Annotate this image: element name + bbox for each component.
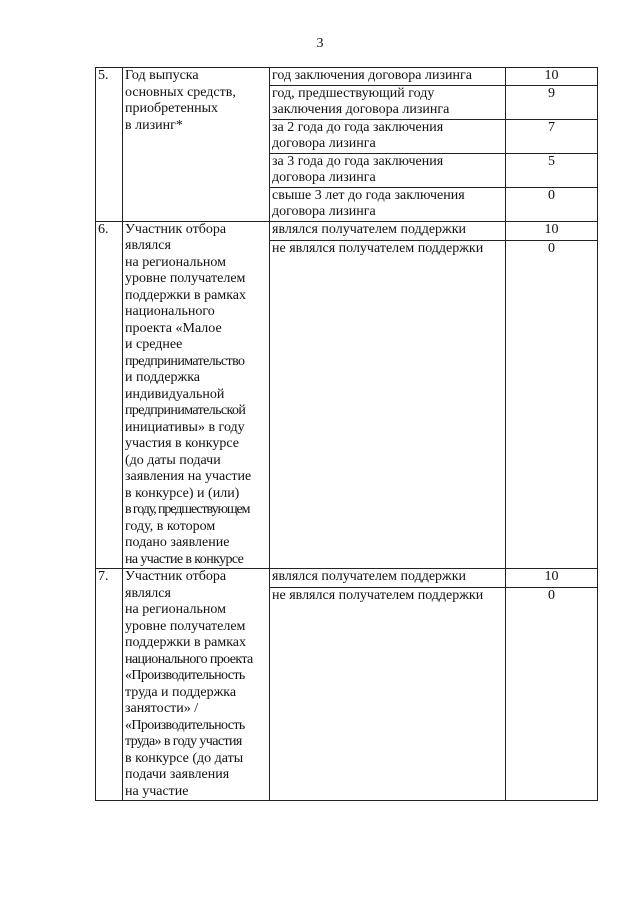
option-cell	[270, 153, 506, 187]
criterion-line: являлся	[125, 238, 171, 253]
criterion-line: на участие в конкурсе	[125, 551, 244, 567]
option-line: не являлся получателем поддержки	[272, 588, 484, 603]
table-row	[96, 569, 598, 588]
option-line: договора лизинга	[272, 136, 376, 151]
score-cell: 5	[506, 153, 598, 187]
criterion-line: (до даты подачи	[125, 452, 221, 468]
option-line: договора лизинга	[272, 204, 376, 219]
criterion-line: проекта «Малое	[125, 320, 222, 336]
criterion-line: труда и поддержка	[125, 684, 237, 700]
criterion-line: участия в конкурсе	[125, 436, 239, 451]
criterion-line: занятости» /	[125, 701, 199, 716]
option-cell	[270, 85, 506, 119]
criterion-line: поддержки в рамках	[125, 635, 247, 650]
criterion-line: подачи заявления	[125, 767, 230, 782]
row-number: 5.	[96, 68, 123, 222]
row-number: 7.	[96, 569, 123, 801]
criterion-line: в году, предшествующем	[125, 502, 250, 517]
criteria-table	[95, 67, 598, 801]
option-line: являлся получателем поддержки	[272, 569, 467, 584]
criterion-line: и среднее	[125, 337, 183, 352]
criterion-line: в лизинг*	[125, 117, 183, 133]
criterion-line: «Производительность	[125, 668, 245, 683]
criterion-line: подано заявление	[125, 535, 230, 550]
criterion-line: Участник отбора	[125, 221, 227, 237]
table-row	[96, 221, 598, 241]
criterion-line: Участник отбора	[125, 569, 227, 584]
option-line: свыше 3 лет до года заключения	[272, 187, 465, 203]
criterion-line: инициативы» в году	[125, 419, 245, 435]
criterion-line: приобретенных	[125, 101, 219, 116]
option-cell	[270, 119, 506, 153]
option-cell	[270, 241, 506, 569]
criterion-line: предпринимательской	[125, 403, 246, 418]
criterion-line: предпринимательство	[125, 353, 245, 369]
option-cell	[270, 221, 506, 241]
option-line: за 2 года до года заключения	[272, 119, 444, 135]
option-line: заключения договора лизинга	[272, 102, 450, 117]
criterion-line: труда» в году участия	[125, 734, 242, 749]
criterion-line: поддержки в рамках	[125, 287, 247, 303]
criterion-line: на участие	[125, 783, 189, 799]
score-cell: 0	[506, 187, 598, 221]
option-line: договора лизинга	[272, 170, 376, 185]
criterion-line: национального проекта	[125, 651, 253, 667]
criterion-cell	[123, 68, 270, 222]
table-row	[96, 68, 598, 86]
criterion-line: уровне получателем	[125, 271, 246, 286]
page-number: 3	[316, 36, 324, 51]
criterion-line: являлся	[125, 585, 171, 601]
option-cell	[270, 68, 506, 86]
option-line: являлся получателем поддержки	[272, 221, 467, 237]
criterion-line: в конкурсе (до даты	[125, 750, 244, 766]
criterion-line: заявления на участие	[125, 469, 252, 484]
score-cell: 10	[506, 221, 598, 241]
criterion-line: уровне получателем	[125, 618, 246, 634]
score-cell: 0	[506, 241, 598, 569]
option-cell	[270, 187, 506, 221]
criterion-line: году, в котором	[125, 518, 216, 534]
criterion-line: Год выпуска	[125, 68, 199, 83]
row-number: 6.	[96, 221, 123, 569]
option-line: год заключения договора лизинга	[272, 68, 472, 83]
criterion-cell	[123, 221, 270, 569]
criterion-line: и поддержка	[125, 370, 201, 385]
score-cell: 0	[506, 588, 598, 801]
option-line: за 3 года до года заключения	[272, 153, 444, 169]
option-cell	[270, 588, 506, 801]
criterion-line: на региональном	[125, 602, 226, 617]
score-cell: 10	[506, 569, 598, 588]
criterion-cell	[123, 569, 270, 801]
score-cell: 7	[506, 119, 598, 153]
option-line: год, предшествующий году	[272, 85, 435, 101]
criterion-line: «Производительность	[125, 717, 245, 733]
option-line: не являлся получателем поддержки	[272, 241, 484, 256]
criterion-line: в конкурсе) и (или)	[125, 485, 240, 501]
score-cell: 10	[506, 68, 598, 86]
criterion-line: на региональном	[125, 254, 226, 270]
criterion-line: национального	[125, 304, 215, 319]
criterion-line: индивидуальной	[125, 386, 225, 402]
criterion-line: основных средств,	[125, 84, 236, 100]
option-cell	[270, 569, 506, 588]
score-cell: 9	[506, 85, 598, 119]
